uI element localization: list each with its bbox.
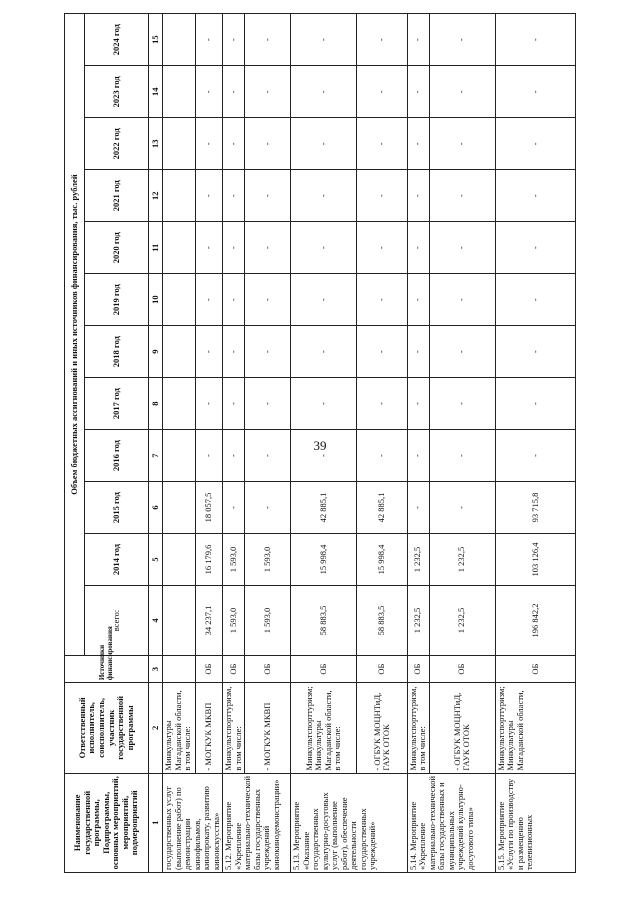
row-value: - xyxy=(429,14,495,66)
row-value: - xyxy=(429,66,495,118)
row-value: - xyxy=(196,170,223,222)
row-value: 1 593,0 xyxy=(245,534,291,586)
row-value: - xyxy=(223,66,245,118)
header-year: 2021 год xyxy=(85,170,149,222)
row-value: - xyxy=(245,482,291,534)
row-value: 16 179,6 xyxy=(196,534,223,586)
row-value: - xyxy=(429,326,495,378)
row-value: - xyxy=(429,170,495,222)
row-value: - xyxy=(291,430,357,482)
row-total: 58 883,5 xyxy=(291,586,357,656)
column-number: 7 xyxy=(149,430,163,482)
header-executor: Ответственный исполнитель, соисполнитель, участник государственной программы xyxy=(65,683,149,773)
row-name: 5.12. Мероприятие «Укрепление материально-технической базы государственных учреждений кинокинодемонстрации» xyxy=(223,773,291,872)
column-number: 2 xyxy=(149,683,163,773)
row-value: - xyxy=(407,274,429,326)
table-row xyxy=(357,14,407,873)
header-source: Источники финансирования xyxy=(65,656,149,683)
row-total: 1 232,5 xyxy=(407,586,429,656)
row-value: - xyxy=(429,378,495,430)
row-value: 1 232,5 xyxy=(429,534,495,586)
row-value xyxy=(163,118,196,170)
row-name: государственных услуг (выполнение работ) по демонстрации кинофильмов, кинопрокату, развитию киноискусства» xyxy=(163,773,223,872)
row-value: - xyxy=(357,118,407,170)
row-name: 5.14. Мероприятие «Укрепление материально-технической базы государственных и муниципальных учреждений культурно-досугового типа» xyxy=(407,773,495,872)
header-total: всего: xyxy=(85,586,149,656)
row-value xyxy=(163,378,196,430)
row-value: - xyxy=(407,430,429,482)
row-value: - xyxy=(495,118,575,170)
row-total: 1 232,5 xyxy=(429,586,495,656)
row-value: - xyxy=(495,326,575,378)
row-value: - xyxy=(245,378,291,430)
financing-table xyxy=(64,13,576,873)
row-executor: Минкультспорттуризм, в том числе: xyxy=(407,683,429,773)
row-value: - xyxy=(429,222,495,274)
column-number: 3 xyxy=(149,656,163,683)
row-value: 15 998,4 xyxy=(291,534,357,586)
row-value: - xyxy=(291,274,357,326)
row-value xyxy=(163,534,196,586)
column-number: 9 xyxy=(149,326,163,378)
row-value: - xyxy=(291,118,357,170)
row-value: - xyxy=(357,430,407,482)
header-name: Наименование государственной программы, Подпрограммы, основных мероприятий, мероприятий, подмероприятий xyxy=(65,773,149,872)
column-number: 8 xyxy=(149,378,163,430)
row-value: - xyxy=(223,274,245,326)
row-value: - xyxy=(223,118,245,170)
row-source: ОБ xyxy=(196,656,223,683)
row-source: ОБ xyxy=(357,656,407,683)
row-source: ОБ xyxy=(291,656,357,683)
row-value xyxy=(163,222,196,274)
row-value: - xyxy=(196,118,223,170)
row-value: 42 885,1 xyxy=(357,482,407,534)
header-year: 2023 год xyxy=(85,66,149,118)
column-number: 13 xyxy=(149,118,163,170)
row-value: - xyxy=(495,14,575,66)
table-row xyxy=(495,14,575,873)
row-executor: - МОГКУК МКВП xyxy=(196,683,223,773)
row-value xyxy=(163,14,196,66)
row-value: - xyxy=(357,14,407,66)
row-value: 103 126,4 xyxy=(495,534,575,586)
row-value: - xyxy=(223,326,245,378)
column-number: 4 xyxy=(149,586,163,656)
row-value: - xyxy=(223,170,245,222)
row-value: - xyxy=(196,274,223,326)
table-row xyxy=(429,14,495,873)
row-source: ОБ xyxy=(407,656,429,683)
row-total: 1 593,0 xyxy=(245,586,291,656)
header-year: 2019 год xyxy=(85,274,149,326)
row-total xyxy=(163,586,196,656)
header-financing-group: Объем бюджетных ассигнований и иных источников финансирования, тыс. рублей xyxy=(65,14,85,656)
row-executor: - ОГБУК МОЦНТиД, ГАУК ОТОК xyxy=(429,683,495,773)
column-number: 11 xyxy=(149,222,163,274)
row-value: - xyxy=(407,118,429,170)
row-value: - xyxy=(245,170,291,222)
row-value: - xyxy=(407,222,429,274)
row-value xyxy=(163,326,196,378)
row-value: - xyxy=(429,482,495,534)
row-value: - xyxy=(357,326,407,378)
row-value: 15 998,4 xyxy=(357,534,407,586)
column-number: 1 xyxy=(149,773,163,872)
row-executor: Минкультспорттуризм; Минкультуры Магаданской области, xyxy=(495,683,575,773)
row-value: 1 232,5 xyxy=(407,534,429,586)
row-value xyxy=(163,66,196,118)
row-value: - xyxy=(291,222,357,274)
row-value: - xyxy=(196,66,223,118)
row-value: 42 885,1 xyxy=(291,482,357,534)
row-value: - xyxy=(495,430,575,482)
row-value: - xyxy=(223,482,245,534)
row-source: ОБ xyxy=(429,656,495,683)
row-source: ОБ xyxy=(245,656,291,683)
row-value: - xyxy=(245,222,291,274)
column-number: 15 xyxy=(149,14,163,66)
row-value: - xyxy=(495,170,575,222)
row-executor: - МОГКУК МКВП xyxy=(245,683,291,773)
row-value: - xyxy=(357,378,407,430)
row-executor: Минкультспорттуризм, в том числе: xyxy=(223,683,245,773)
row-value: - xyxy=(223,378,245,430)
row-value: - xyxy=(495,378,575,430)
table-row xyxy=(245,14,291,873)
row-value: - xyxy=(196,378,223,430)
column-number: 6 xyxy=(149,482,163,534)
row-source: ОБ xyxy=(223,656,245,683)
row-value: - xyxy=(429,274,495,326)
row-executor: Минкультуры Магаданской области, в том числе: xyxy=(163,683,196,773)
row-value: - xyxy=(407,66,429,118)
header-year: 2020 год xyxy=(85,222,149,274)
row-value: - xyxy=(245,274,291,326)
row-total: 1 593,0 xyxy=(223,586,245,656)
row-value: - xyxy=(407,170,429,222)
row-value: - xyxy=(245,430,291,482)
row-source: ОБ xyxy=(495,656,575,683)
row-value: 18 057,5 xyxy=(196,482,223,534)
row-value: - xyxy=(429,430,495,482)
row-source xyxy=(163,656,196,683)
row-executor: Минкультспорттуризм; Минкультуры Магаданской области, в том числе: xyxy=(291,683,357,773)
row-value: - xyxy=(357,170,407,222)
column-number: 10 xyxy=(149,274,163,326)
row-total: 34 237,1 xyxy=(196,586,223,656)
column-number: 14 xyxy=(149,66,163,118)
row-value: 93 715,8 xyxy=(495,482,575,534)
row-value: - xyxy=(245,14,291,66)
row-executor: - ОГБУК МОЦНТиД, ГАУК ОТОК xyxy=(357,683,407,773)
row-value: - xyxy=(407,378,429,430)
row-value: - xyxy=(495,274,575,326)
row-value: - xyxy=(196,222,223,274)
row-value: - xyxy=(196,326,223,378)
row-value: - xyxy=(223,222,245,274)
row-name: 5.13. Мероприятие «Оказание государственных культурно-досуговых услуг (выполнение работ), обеспечение деятельности государственных учреждений» xyxy=(291,773,407,872)
row-value: - xyxy=(245,118,291,170)
row-value: - xyxy=(357,66,407,118)
row-value: - xyxy=(291,170,357,222)
header-year: 2015 год xyxy=(85,482,149,534)
row-value: - xyxy=(407,14,429,66)
page-number: 39 xyxy=(313,438,327,453)
header-year: 2022 год xyxy=(85,118,149,170)
row-value: - xyxy=(291,66,357,118)
row-value: - xyxy=(196,14,223,66)
row-value xyxy=(163,430,196,482)
table-row xyxy=(223,14,245,873)
header-year: 2016 год xyxy=(85,430,149,482)
row-value: - xyxy=(429,118,495,170)
row-value: - xyxy=(245,66,291,118)
row-value: - xyxy=(495,222,575,274)
row-value: - xyxy=(223,14,245,66)
row-value: - xyxy=(223,430,245,482)
column-number: 12 xyxy=(149,170,163,222)
row-total: 58 883,5 xyxy=(357,586,407,656)
row-value: - xyxy=(196,430,223,482)
row-value: - xyxy=(357,274,407,326)
row-value: - xyxy=(357,222,407,274)
row-value: - xyxy=(245,326,291,378)
row-value: 1 593,0 xyxy=(223,534,245,586)
row-value: - xyxy=(291,14,357,66)
header-year: 2017 год xyxy=(85,378,149,430)
row-name: 5.15. Мероприятие «Услуги по производству и размещению телевизионных xyxy=(495,773,575,872)
header-year: 2018 год xyxy=(85,326,149,378)
table-row xyxy=(407,14,429,873)
row-total: 196 842,2 xyxy=(495,586,575,656)
rotated-table-wrapper xyxy=(64,13,576,873)
row-value: - xyxy=(495,66,575,118)
header-year: 2024 год xyxy=(85,14,149,66)
table-row xyxy=(163,14,196,873)
table-row xyxy=(196,14,223,873)
row-value: - xyxy=(407,482,429,534)
header-year: 2014 год xyxy=(85,534,149,586)
column-number: 5 xyxy=(149,534,163,586)
row-value: - xyxy=(407,326,429,378)
row-value: - xyxy=(291,326,357,378)
row-value xyxy=(163,274,196,326)
row-value xyxy=(163,482,196,534)
table-row xyxy=(291,14,357,873)
row-value: - xyxy=(291,378,357,430)
row-value xyxy=(163,170,196,222)
